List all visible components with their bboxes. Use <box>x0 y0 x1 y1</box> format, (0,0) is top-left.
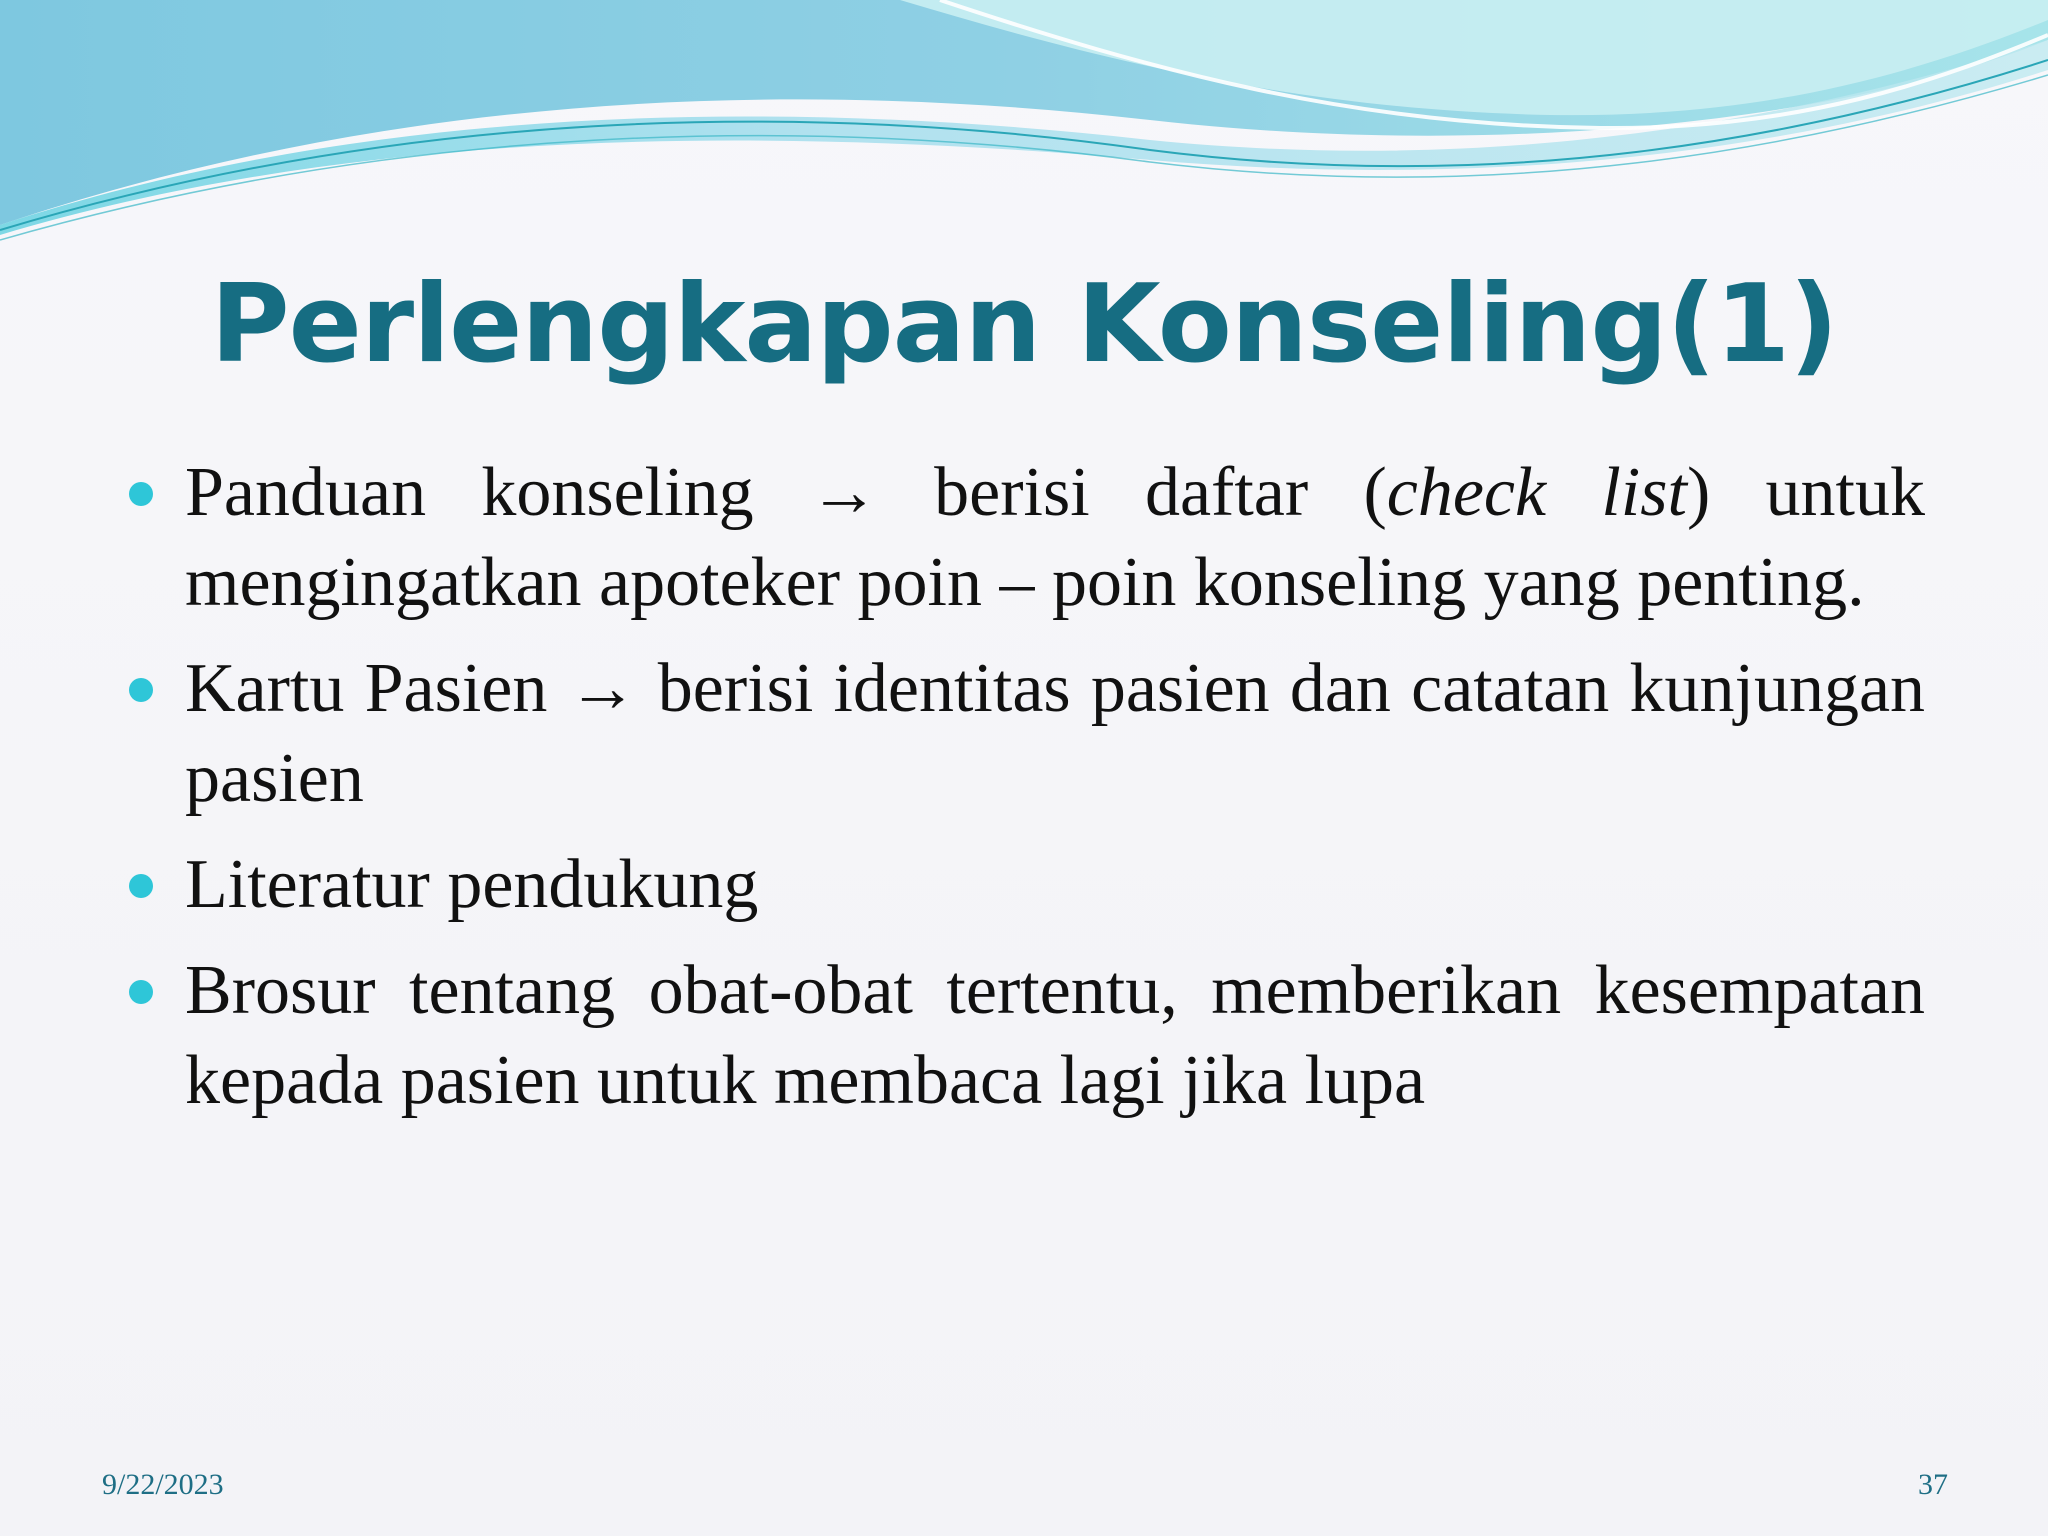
italic-term: check list <box>1386 454 1687 531</box>
bullet-dot-icon <box>129 482 153 506</box>
slide-title: Perlengkapan Konseling(1) <box>210 262 1838 387</box>
bullet-dot-icon <box>129 980 153 1004</box>
bullet-item-kartu-pasien: Kartu Pasien → berisi identitas pasien dan catatan kunjungan pasien <box>125 644 1925 824</box>
slide-number: 37 <box>1918 1468 1948 1501</box>
right-arrow-icon: → <box>567 650 638 727</box>
bullet-item-panduan: Panduan konseling → berisi daftar (check list) untuk mengingatkan apoteker poin – poin konseling yang penting. <box>125 448 1925 628</box>
footer-date: 9/22/2023 <box>102 1468 224 1501</box>
bullet-list <box>125 448 1925 1142</box>
bullet-item-brosur: Brosur tentang obat-obat tertentu, memberikan kesempatan kepada pasien untuk membaca lagi jika lupa <box>125 946 1925 1126</box>
bullet-item-literatur: Literatur pendukung <box>125 840 1925 930</box>
bullet-dot-icon <box>129 874 153 898</box>
header-wave-decoration <box>0 0 2048 260</box>
bullet-dot-icon <box>129 678 153 702</box>
right-arrow-icon: → <box>808 454 879 531</box>
